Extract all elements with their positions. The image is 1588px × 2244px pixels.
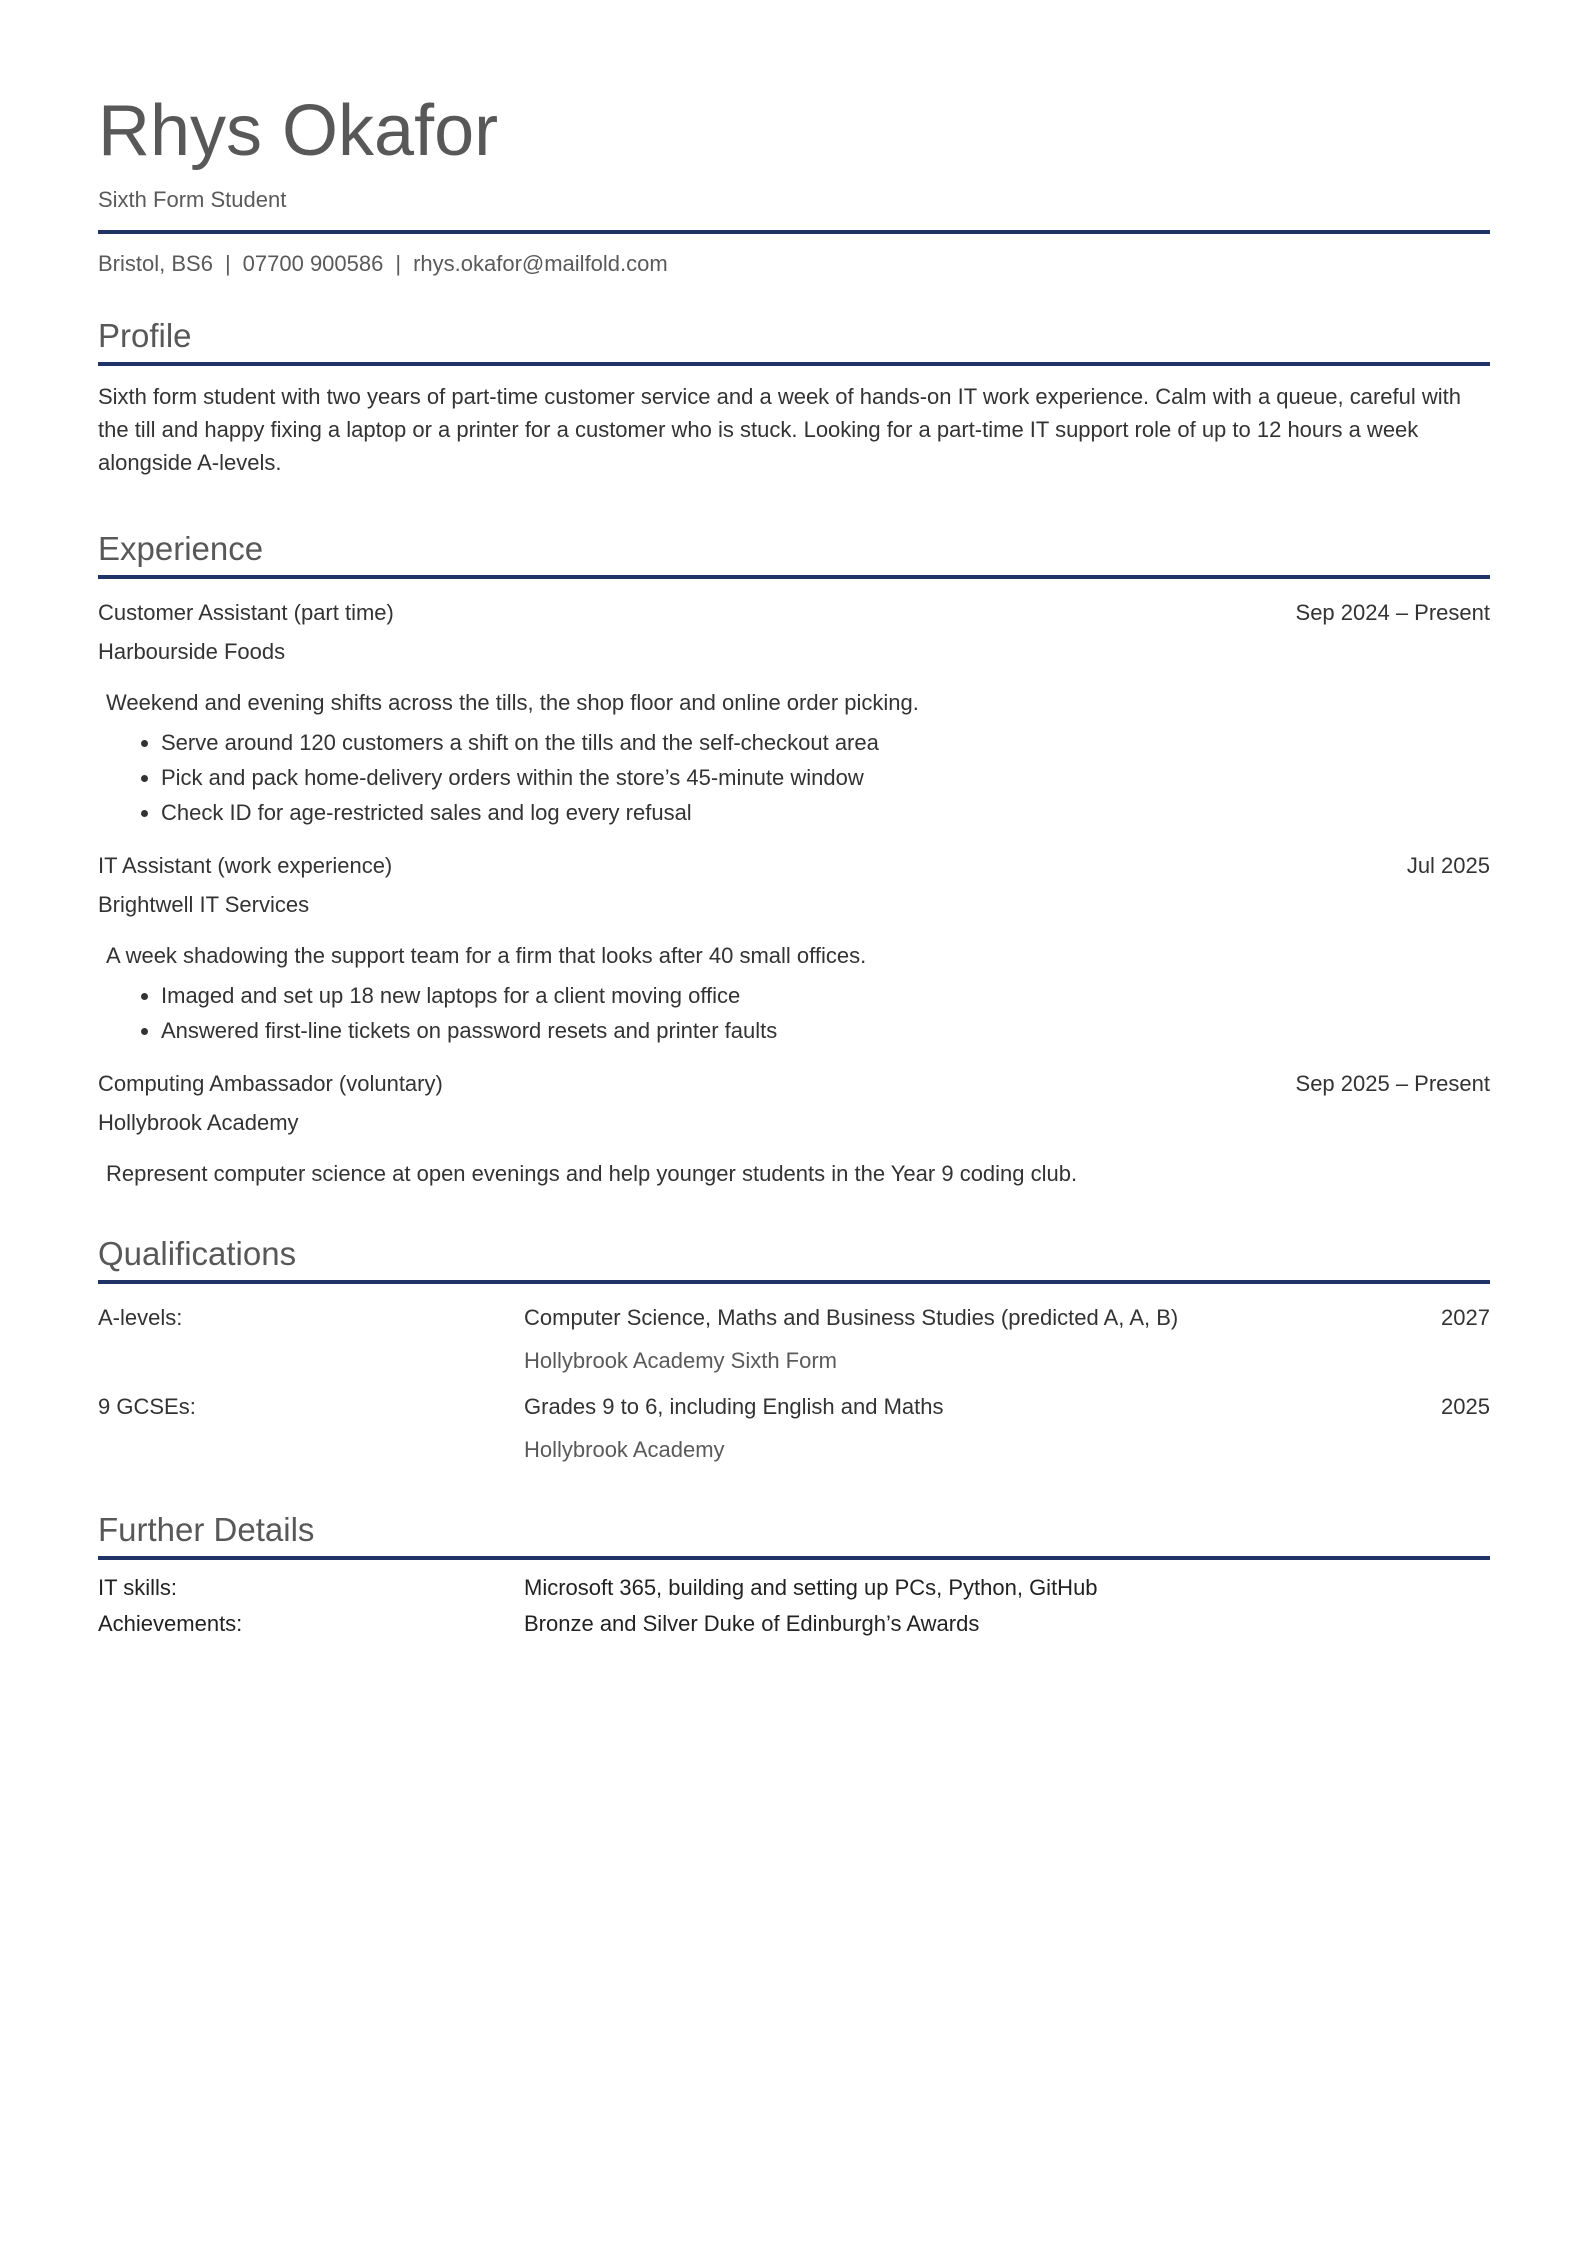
- qualification-details: [524, 1393, 1441, 1464]
- contact-separator: |: [395, 251, 402, 276]
- job-bullet: • Imaged and set up 18 new laptops for a client moving office: [161, 978, 1490, 1013]
- job-dates: Sep 2025 – Present: [1295, 1071, 1490, 1096]
- job-dates: Sep 2024 – Present: [1295, 600, 1490, 625]
- candidate-name: Rhys Okafor: [98, 91, 499, 171]
- job-header: [98, 852, 1490, 880]
- job-bullet: • Pick and pack home-delivery orders within the store’s 45-minute window: [161, 760, 1490, 795]
- profile-text: Sixth form student with two years of part-time customer service and a week of hands-on IT work experience. Calm with a queue, careful with the till and happy fixing a laptop or a printer for a customer who is stuck. Looking for a part-time IT support role of up to 12 hours a week alongside A-levels.: [98, 384, 1461, 475]
- qualification-label: A-levels:: [98, 1305, 183, 1330]
- qualification-entry: [98, 1393, 1490, 1464]
- profile-section: [98, 316, 1490, 479]
- further-details-list: [98, 1570, 1490, 1642]
- job-summary: A week shadowing the support team for a firm that looks after 40 small offices.: [106, 943, 867, 968]
- contact-location: Bristol, BS6: [98, 251, 213, 276]
- qualification-entry: [98, 1304, 1490, 1375]
- qualification-institution: Hollybrook Academy Sixth Form: [524, 1348, 837, 1373]
- job-role: Customer Assistant (part time): [98, 600, 394, 625]
- detail-value: Microsoft 365, building and setting up PCs, Python, GitHub: [524, 1575, 1098, 1600]
- job-bullet: • Serve around 120 customers a shift on the tills and the self-checkout area: [161, 725, 1490, 760]
- job-summary: Represent computer science at open evenings and help younger students in the Year 9 coding club.: [106, 1161, 1078, 1186]
- job-employer: Harbourside Foods: [98, 639, 286, 664]
- further-details-heading: Further Details: [98, 1511, 315, 1548]
- detail-row: [98, 1570, 1490, 1606]
- job-bullets: [98, 978, 1490, 1048]
- qualifications-divider: [98, 1280, 1490, 1284]
- contact-line: [98, 250, 1490, 278]
- qualification-title: Computer Science, Maths and Business Studies (predicted A, A, B): [524, 1305, 1179, 1330]
- qualification-label: 9 GCSEs:: [98, 1394, 196, 1419]
- experience-section: [98, 529, 1490, 1188]
- qualification-details: [524, 1304, 1441, 1375]
- qualifications-section: [98, 1234, 1490, 1464]
- detail-value: Bronze and Silver Duke of Edinburgh’s Awards: [524, 1611, 980, 1636]
- qualification-title: Grades 9 to 6, including English and Maths: [524, 1394, 944, 1419]
- job-employer: Hollybrook Academy: [98, 1110, 299, 1135]
- detail-row: [98, 1606, 1490, 1642]
- job-employer: Brightwell IT Services: [98, 892, 310, 917]
- candidate-title: Sixth Form Student: [98, 187, 287, 212]
- job-summary: Weekend and evening shifts across the tills, the shop floor and online order picking.: [106, 690, 919, 715]
- job-bullet: • Answered first-line tickets on password resets and printer faults: [161, 1013, 1490, 1048]
- qualification-year: 2025: [1441, 1394, 1490, 1419]
- experience-heading: Experience: [98, 530, 264, 567]
- job-dates: Jul 2025: [1406, 853, 1490, 878]
- profile-heading: Profile: [98, 317, 192, 354]
- detail-label: Achievements:: [98, 1611, 243, 1636]
- contact-email: rhys.okafor@mailfold.com: [413, 251, 668, 276]
- job-entry: [98, 852, 1490, 1048]
- header-divider: [98, 230, 1490, 234]
- experience-divider: [98, 575, 1490, 579]
- contact-phone: 07700 900586: [242, 251, 384, 276]
- further-details-divider: [98, 1556, 1490, 1560]
- job-role: Computing Ambassador (voluntary): [98, 1071, 443, 1096]
- contact-separator: |: [224, 251, 231, 276]
- job-bullets: [98, 725, 1490, 830]
- qualifications-heading: Qualifications: [98, 1235, 297, 1272]
- job-header: [98, 599, 1490, 627]
- job-role: IT Assistant (work experience): [98, 853, 393, 878]
- profile-divider: [98, 362, 1490, 366]
- job-bullet: • Check ID for age-restricted sales and log every refusal: [161, 795, 1490, 830]
- qualification-institution: Hollybrook Academy: [524, 1437, 725, 1462]
- job-entry: [98, 1070, 1490, 1188]
- job-entry: [98, 599, 1490, 830]
- detail-label: IT skills:: [98, 1575, 178, 1600]
- qualification-year: 2027: [1441, 1305, 1490, 1330]
- job-header: [98, 1070, 1490, 1098]
- further-details-section: [98, 1510, 1490, 1642]
